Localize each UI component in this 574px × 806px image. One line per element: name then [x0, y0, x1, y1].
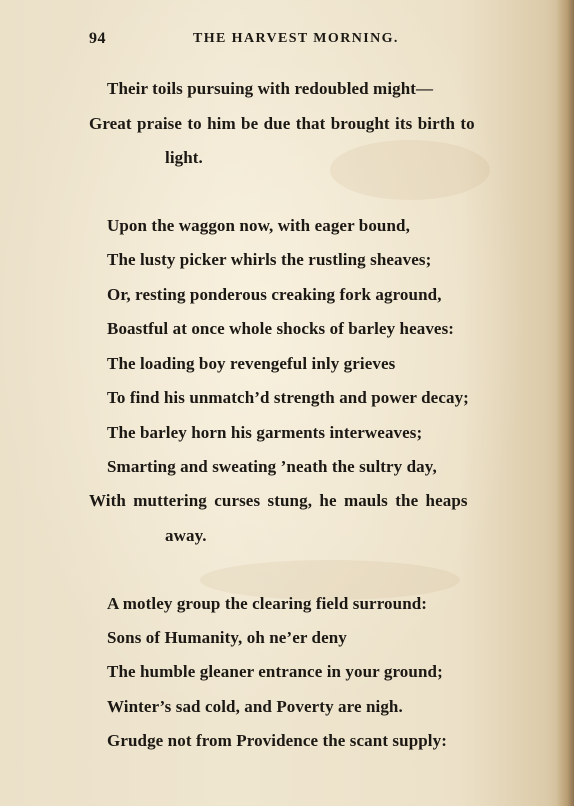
verse-line: A motley group the clearing field surround:	[107, 594, 428, 613]
verse-line: The barley horn his garments interweaves;	[107, 423, 423, 442]
verse-line: Great praise to him be due that brought its birth to	[89, 114, 475, 133]
verse-line: With muttering curses stung, he mauls the heaps	[89, 491, 468, 510]
verse-line: Their toils pursuing with redoubled might—	[107, 79, 434, 98]
verse-line: Smarting and sweating ’neath the sultry day,	[107, 457, 437, 476]
page-header	[0, 30, 574, 52]
verse-line: Grudge not from Providence the scant supply:	[107, 731, 447, 750]
verse-line: Boastful at once whole shocks of barley heaves:	[107, 319, 455, 338]
page-number: 94	[89, 30, 106, 47]
verse-line: The loading boy revengeful inly grieves	[107, 354, 396, 373]
foxing-stain	[330, 140, 490, 200]
verse-line: Upon the waggon now, with eager bound,	[107, 216, 410, 235]
page-edge	[556, 0, 574, 806]
verse-line: Winter’s sad cold, and Poverty are nigh.	[107, 697, 403, 716]
running-head: THE HARVEST MORNING.	[193, 31, 399, 46]
verse-line: Sons of Humanity, oh ne’er deny	[107, 628, 347, 647]
verse-line: To find his unmatch’d strength and power decay;	[107, 388, 469, 407]
verse-line: Or, resting ponderous creaking fork aground,	[107, 285, 442, 304]
verse-line: light.	[165, 148, 203, 167]
verse-line: away.	[165, 526, 207, 545]
verse-line: The lusty picker whirls the rustling sheaves;	[107, 250, 432, 269]
verse-line: The humble gleaner entrance in your ground;	[107, 662, 443, 681]
